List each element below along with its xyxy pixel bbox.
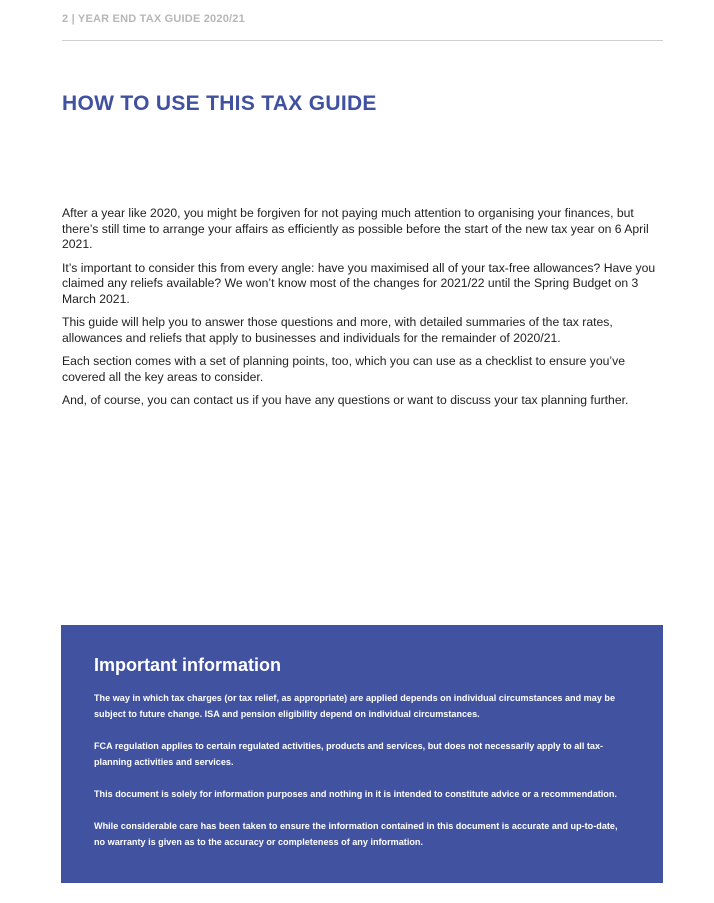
disclaimer-paragraph: FCA regulation applies to certain regulated activities, products and services, but does not necessarily apply to all tax-planning activities and services.: [94, 741, 604, 767]
body-paragraph: Each section comes with a set of planning points, too, which you can use as a checklist to ensure you’ve covered all the key areas to consider.: [62, 354, 625, 384]
important-information-box: [61, 625, 663, 883]
body-paragraph: And, of course, you can contact us if you have any questions or want to discuss your tax planning further.: [62, 393, 629, 407]
disclaimer-paragraph: The way in which tax charges (or tax relief, as appropriate) are applied depends on individual circumstances and may be subject to future change. ISA and pension eligibility depend on individual circumstances.: [94, 693, 616, 719]
body-paragraph: This guide will help you to answer those questions and more, with detailed summaries of the tax rates, allowances and reliefs that apply to businesses and individuals for the remainder of 2020/21.: [62, 315, 613, 345]
disclaimer-paragraph: While considerable care has been taken to ensure the information contained in this document is accurate and up-to-date, no warranty is given as to the accuracy or completeness of any information.: [94, 821, 618, 847]
running-header: 2 | YEAR END TAX GUIDE 2020/21: [62, 13, 245, 25]
important-information-title: Important information: [94, 655, 281, 675]
body-paragraph: After a year like 2020, you might be forgiven for not paying much attention to organising your finances, but there’s still time to arrange your affairs as efficiently as possible before the start of the new tax year on 6 April 2021.: [62, 206, 649, 251]
body-text: [62, 206, 658, 417]
body-paragraph: It’s important to consider this from every angle: have you maximised all of your tax-free allowances? Have you claimed any reliefs available? We won’t know most of the changes for 2021/22 until the Spring Budget on 3 March 2021.: [62, 260, 656, 306]
header-divider: [62, 40, 663, 41]
page-title: HOW TO USE THIS TAX GUIDE: [62, 92, 377, 115]
disclaimer-paragraph: This document is solely for information purposes and nothing in it is intended to constitute advice or a recommendation.: [94, 789, 617, 799]
